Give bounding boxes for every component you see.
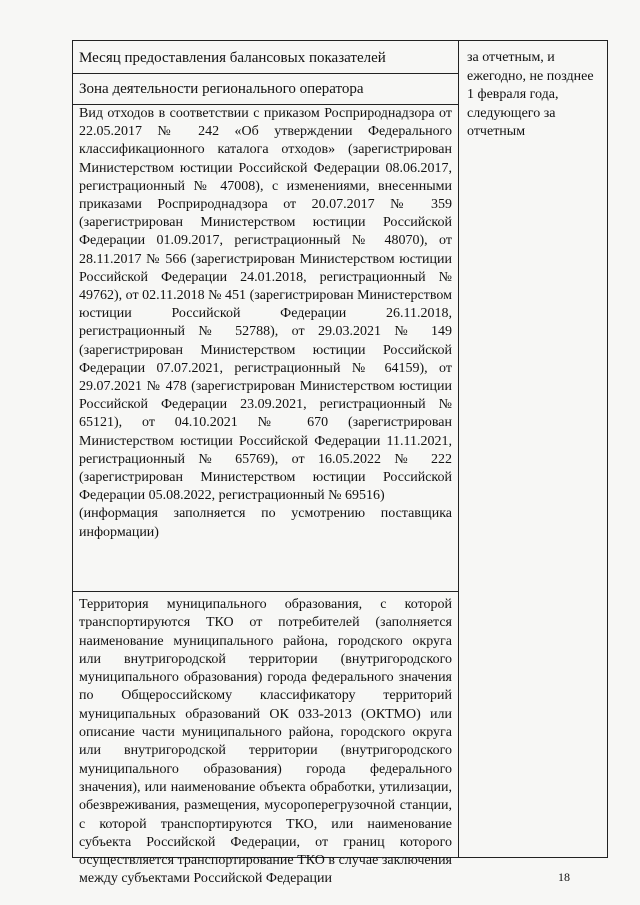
data-table bbox=[72, 40, 608, 887]
table-row-municipal-territory bbox=[73, 592, 458, 887]
municipal-territory-text: Территория муниципального образования, с которой транспортируются ТКО от потребителей (заполняется наименование муниципального района, городского округа или внутригородской территории (внутригородского муниципального образования) города федерального значения по Общероссийскому классификатору территорий муниципальных образований ОК 033-2013 (ОКТМО) или описание части муниципального района, городского округа или внутригородской территории (внутригородского муниципального образования) города федерального значения), или наименование объекта обработки, утилизации, обезвреживания, размещения, мусороперегрузочной станции, с которой транспортируются ТКО, или наименование субъекта Российской Федерации, от границ которого осуществляется транспортирование ТКО в случае заключения между субъектами Российской Федерации bbox=[79, 597, 452, 887]
table-row-waste-type bbox=[73, 105, 458, 592]
waste-type-note: (информация заполняется по усмотрению поставщика информации) bbox=[79, 506, 452, 540]
operator-zone-label: Зона деятельности регионального оператора bbox=[79, 81, 364, 97]
waste-type-text: Вид отходов в соответствии с приказом Росприроднадзора от 22.05.2017 № 242 «Об утверждении Федерального классификационного каталога отходов» (зарегистрирован Министерством юстиции Российской Федерации 08.06.2017, регистрационный № 47008), с изменениями, внесенными приказами Росприроднадзора от 20.07.2017 № 359 (зарегистрирован Министерством юстиции Российской Федерации 01.09.2017, регистрационный № 48070), от 28.11.2017 № 566 (зарегистрирован Министерством юстиции Российской Федерации 24.01.2018, регистрационный № 49762), от 02.11.2018 № 451 (зарегистрирован Министерством юстиции Российской Федерации 26.11.2018, регистрационный № 52788), от 29.03.2021 № 149 (зарегистрирован Министерством юстиции Российской Федерации 07.07.2021, регистрационный № 64159), от 29.07.2021 № 478 (зарегистрирован Министерством юстиции Российской Федерации 23.09.2021, регистрационный № 65121), от 04.10.2021 № 670 (зарегистрирован Министерством юстиции Российской Федерации 11.11.2021, регистрационный № 65769), от 16.05.2022 № 222 (зарегистрирован Министерством юстиции Российской Федерации 05.08.2022, регистрационный № 69516) bbox=[79, 106, 452, 504]
reporting-month-label: Месяц предоставления балансовых показателей bbox=[79, 50, 386, 66]
table-row-operator-zone bbox=[73, 74, 458, 105]
table-row-reporting-month bbox=[73, 41, 458, 74]
submission-deadline-text: за отчетным, и ежегодно, не позднее 1 февраля года, следующего за отчетным bbox=[467, 50, 594, 139]
page-number: 18 bbox=[558, 870, 570, 884]
table-left-column bbox=[73, 41, 459, 887]
table-right-column bbox=[459, 41, 607, 857]
